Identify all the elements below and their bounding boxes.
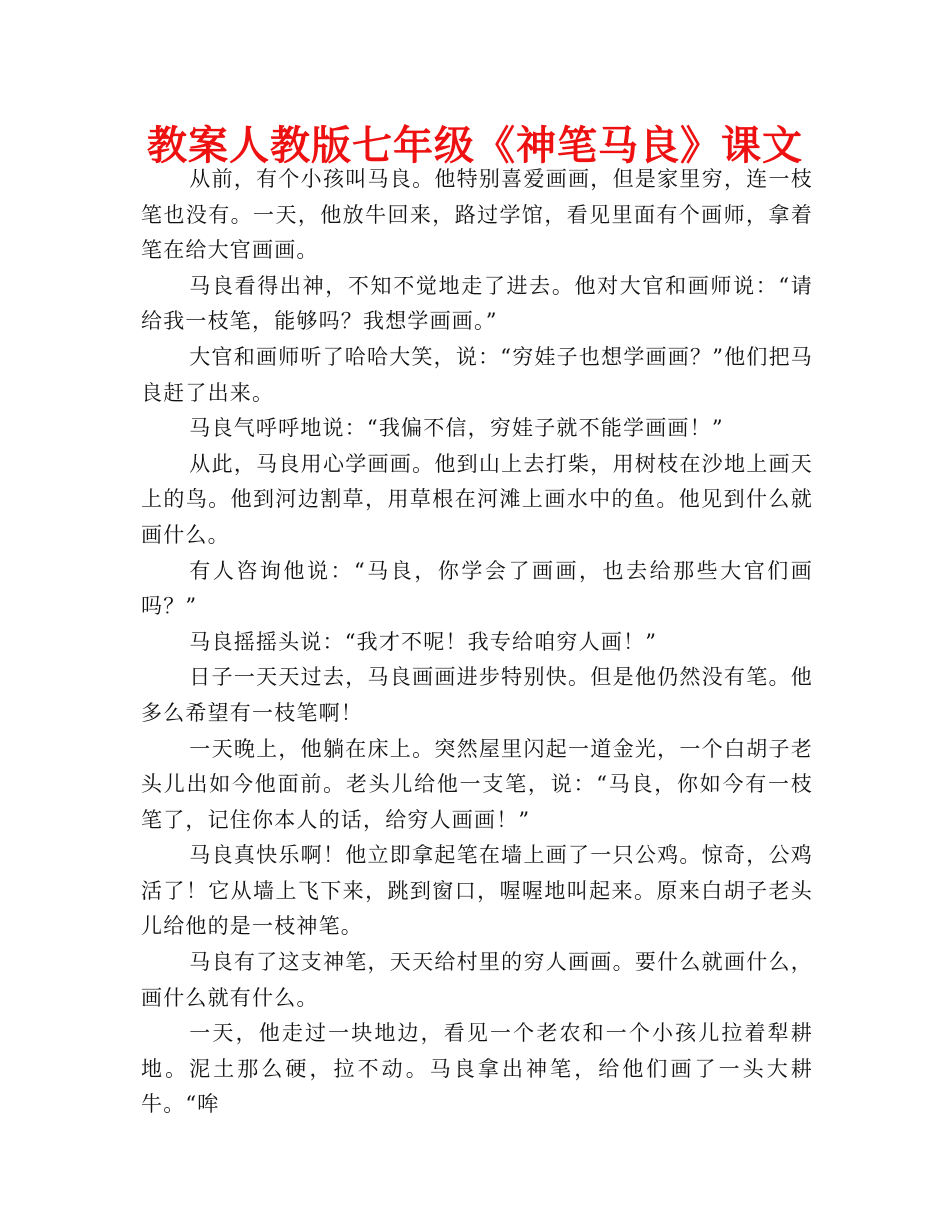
paragraph: 一天晚上，他躺在床上。突然屋里闪起一道金光，一个白胡子老头儿出如今他面前。老头儿给他一支笔，说：“马良，你如今有一枝笔了，记住你本人的话，给穷人画画！”	[141, 736, 813, 832]
paragraph: 马良气呼呼地说：“我偏不信，穷娃子就不能学画画！”	[189, 416, 724, 441]
paragraph: 马良真快乐啊！他立即拿起笔在墙上画了一只公鸡。惊奇，公鸡活了！它从墙上飞下来，跳到窗口，喔喔地叫起来。原来白胡子老头儿给他的是一枝神笔。	[141, 843, 813, 939]
paragraph: 一天，他走过一块地边，看见一个老农和一个小孩儿拉着犁耕地。泥土那么硬，拉不动。马良拿出神笔，给他们画了一头大耕牛。“哞	[141, 1021, 813, 1117]
document-body	[141, 162, 813, 1123]
paragraph: 马良摇摇头说：“我才不呢！我专给咱穷人画！”	[189, 629, 658, 654]
paragraph: 从前，有个小孩叫马良。他特别喜爱画画，但是家里穷，连一枝笔也没有。一天，他放牛回来，路过学馆，看见里面有个画师，拿着笔在给大官画画。	[141, 167, 813, 263]
paragraph: 马良看得出神，不知不觉地走了进去。他对大官和画师说：“请给我一枝笔，能够吗？我想学画画。”	[141, 273, 813, 334]
paragraph: 大官和画师听了哈哈大笑，说：“穷娃子也想学画画？”他们把马良赶了出来。	[141, 344, 813, 405]
paragraph: 有人咨询他说：“马良，你学会了画画，也去给那些大官们画吗？”	[141, 558, 813, 619]
paragraph: 日子一天天过去，马良画画进步特别快。但是他仍然没有笔。他多么希望有一枝笔啊！	[141, 665, 813, 725]
paragraph: 从此，马良用心学画画。他到山上去打柴，用树枝在沙地上画天上的鸟。他到河边割草，用草根在河滩上画水中的鱼。他见到什么就画什么。	[141, 451, 813, 547]
page-title: 教案人教版七年级《神笔马良》课文	[147, 123, 803, 169]
paragraph: 马良有了这支神笔，天天给村里的穷人画画。要什么就画什么，画什么就有什么。	[141, 950, 813, 1010]
